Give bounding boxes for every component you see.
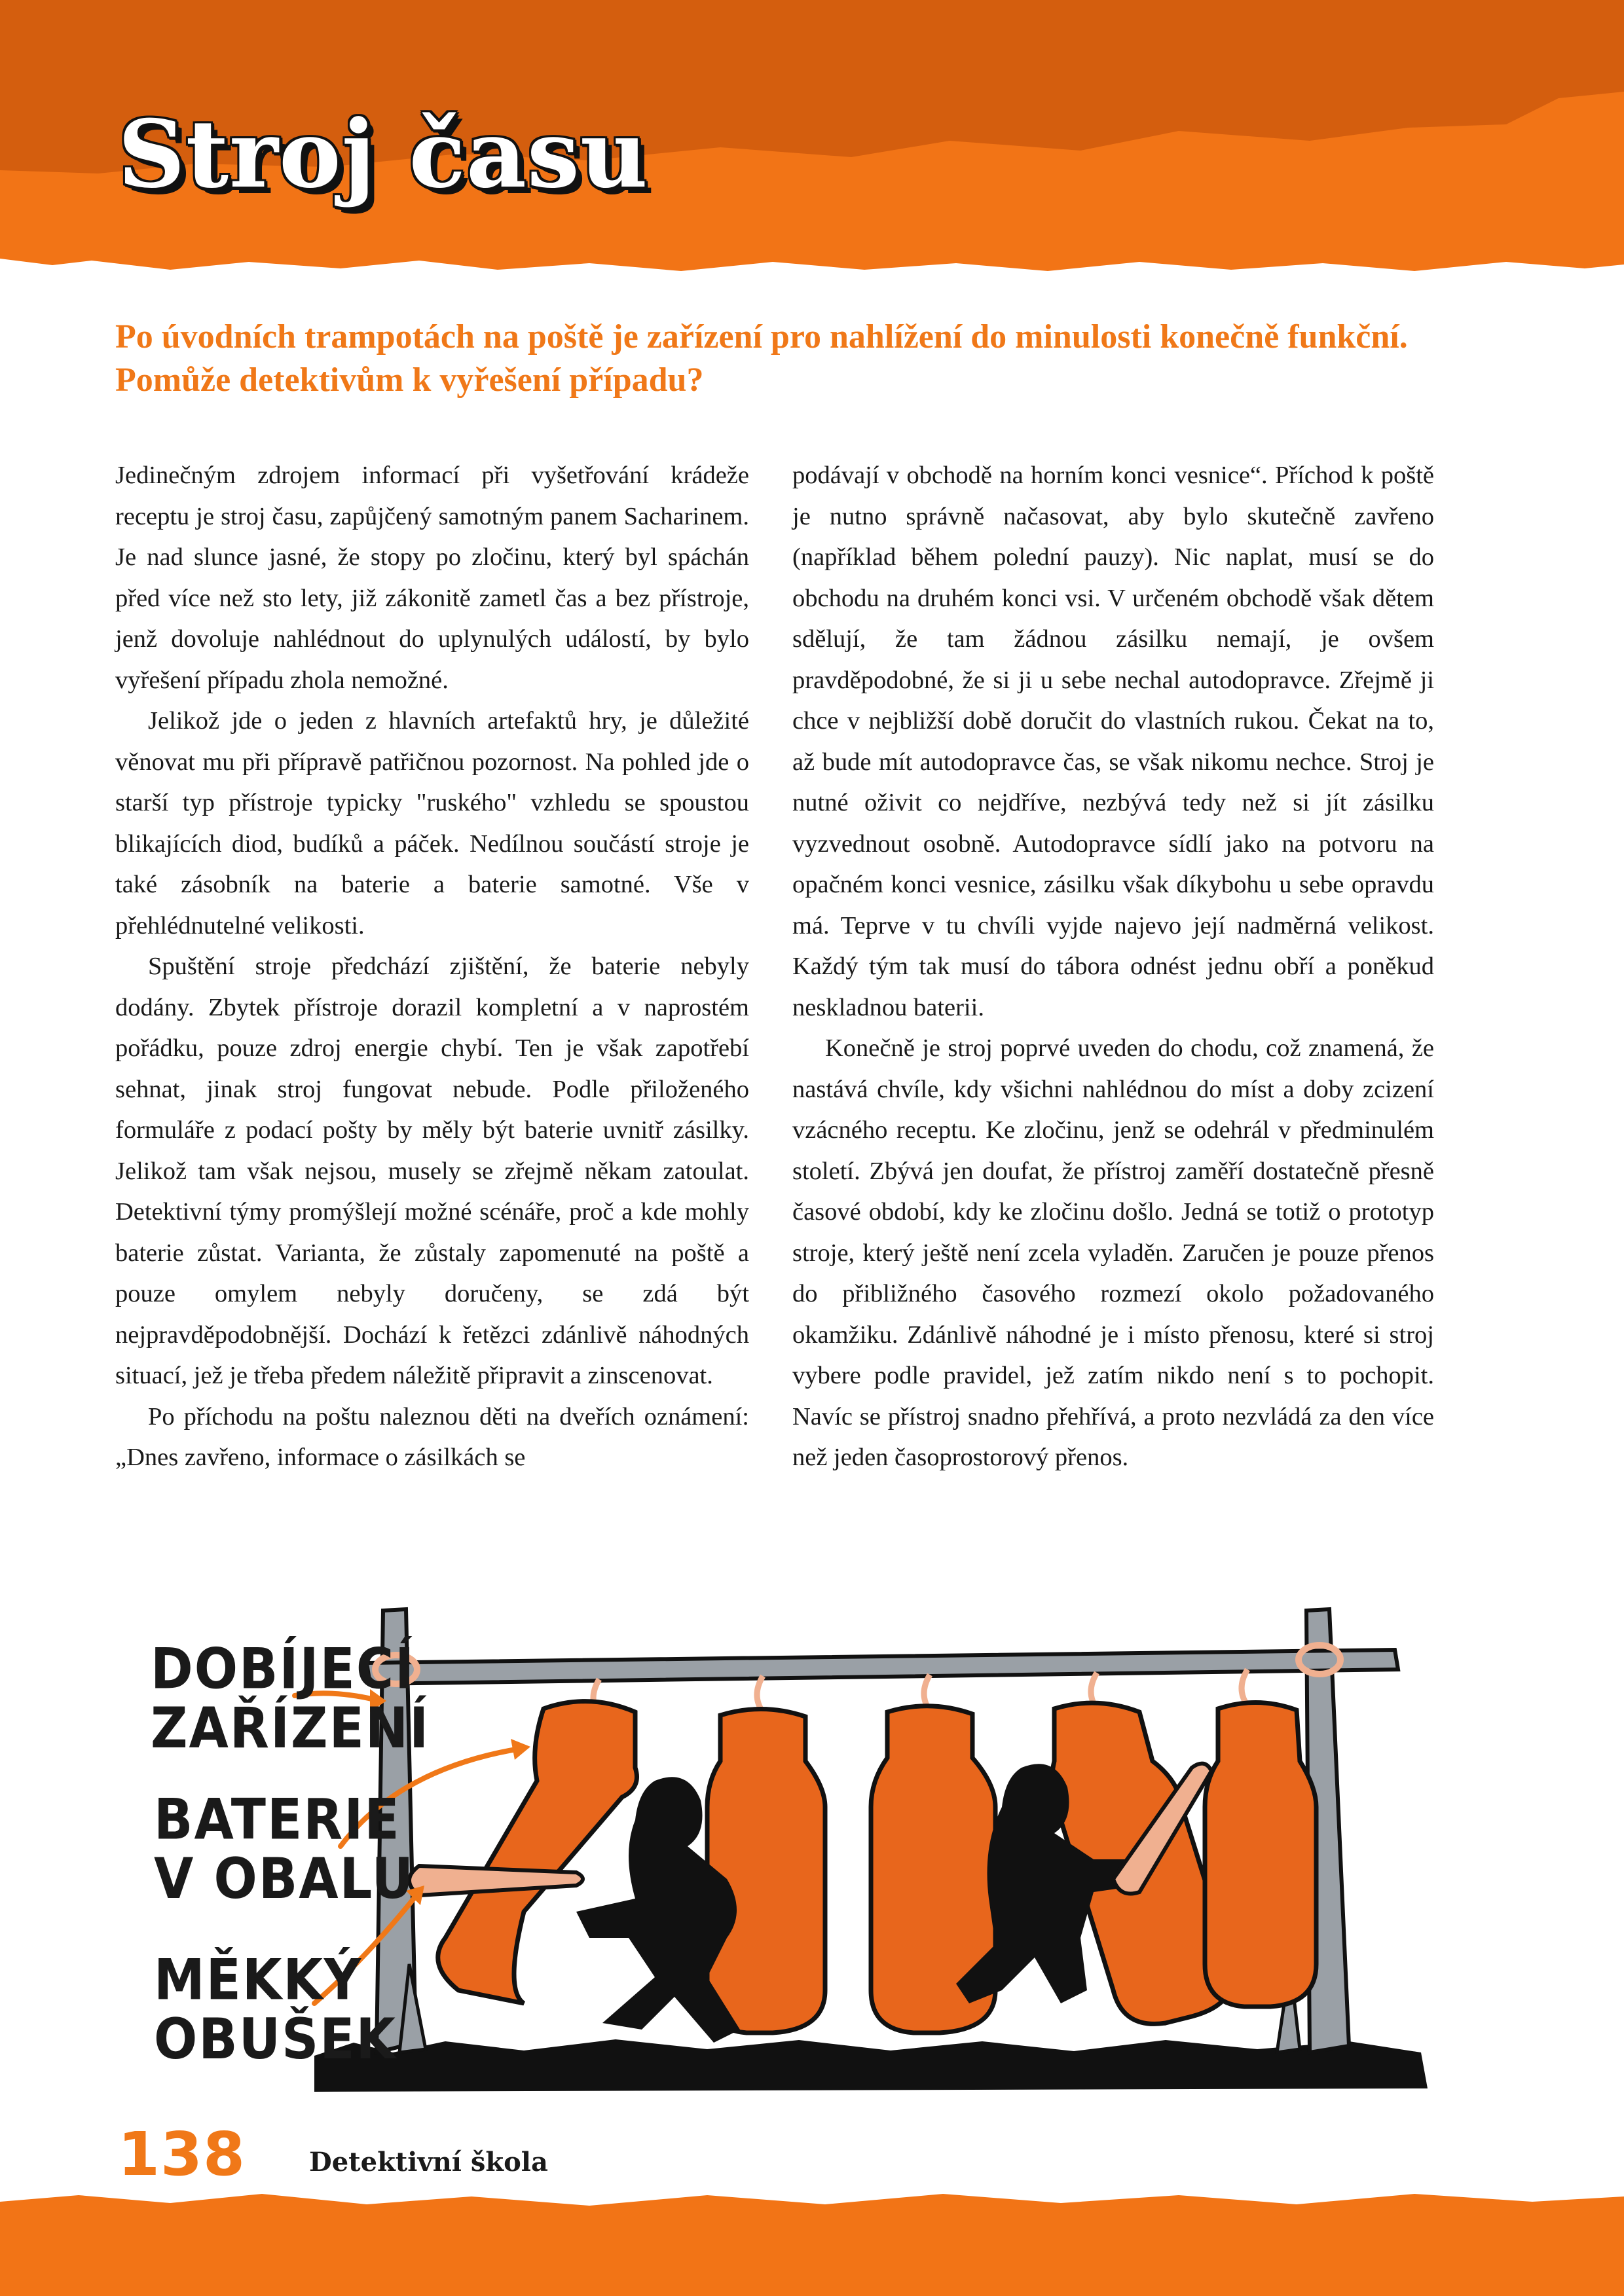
lead-paragraph: Po úvodních trampotách na poště je zařízení pro nahlížení do minulosti konečně funkční. Pomůže detektivům k vyřešení případu? bbox=[115, 318, 1408, 399]
paragraph: Po příchodu na poštu naleznou děti na dveřích oznámení: „Dnes zavřeno, informace o zásilkách se bbox=[115, 1402, 749, 1471]
paragraph: Konečně je stroj poprvé uveden do chodu, což znamená, že nastává chvíle, kdy všichni nahlédnou do míst a doby zcizení vzácného receptu. Ke zločinu, jenž se odehrál v předminulém století. Zbývá jen doufat, že přístroj zaměří dostatečně přesně časové období, kdy ke zločinu došlo. Jedná se totiž o prototyp stroje, který ještě není zcela vyladěn. Zaručen je pouze přenos do přibližného časového rozmezí okolo požadovaného okamžiku. Zdánlivě náhodné je i místo přenosu, které si stroj vybere podle pravidel, jež zatím nikdo není s to pochopit. Navíc se přístroj snadno přehřívá, a proto nezvládá za den více než jeden časoprostorový přenos. bbox=[792, 1034, 1434, 1471]
illustration-battery-charging bbox=[118, 1571, 1506, 2108]
label-soft-baton bbox=[154, 1948, 397, 2072]
body-column-left bbox=[115, 455, 749, 1478]
label-line: DOBÍJECÍ bbox=[151, 1637, 416, 1702]
paragraph: Spuštění stroje předchází zjištění, že baterie nebyly dodány. Zbytek přístroje dorazil kompletní a v naprostém pořádku, pouze zdroj energie chybí. Ten je však zapotřebí sehnat, jinak stroj fungovat nebude. Podle přiloženého formuláře z podací pošty by měly být baterie uvnitř zásilky. Jelikož tam však nejsou, musely se zřejmě někam zatoulat. Detektivní týmy promýšlejí možné scénáře, proč a kde mohly baterie zůstat. Varianta, že zůstaly zapomenuté na poště a pouze omylem nebyly doručeny, se zdá být nejpravděpodobnější. Dochází k řetězci zdánlivě náhodných situací, jež je třeba předem náležitě připravit a zinscenovat. bbox=[115, 953, 749, 1389]
label-line: OBUŠEK bbox=[154, 2007, 397, 2072]
label-line: BATERIE bbox=[154, 1787, 401, 1853]
paragraph: Jelikož jde o jeden z hlavních artefaktů hry, je důležité věnovat mu při přípravě patřičnou pozornost. Na pohled jde o starší typ přístroje typicky "ruského" vzhledu se spoustou blikajících diod, budíků a páček. Nedílnou součástí stroje je také zásobník na baterie a baterie samotné. Vše v přehlédnutelné velikosti. bbox=[115, 707, 749, 939]
label-charging-device bbox=[151, 1637, 430, 1761]
battery-5 bbox=[1205, 1702, 1316, 2007]
page-title: Stroj času bbox=[118, 100, 649, 209]
footer-band bbox=[0, 2190, 1624, 2296]
book-title: Detektivní škola bbox=[309, 2147, 548, 2178]
label-line: V OBALU bbox=[154, 1846, 415, 1912]
label-line: ZAŘÍZENÍ bbox=[151, 1696, 430, 1761]
battery-2 bbox=[707, 1709, 825, 2033]
paragraph: Jedinečným zdrojem informací při vyšetřování krádeže receptu je stroj času, zapůjčený samotným panem Sacharinem. Je nad slunce jasné, že stopy po zločinu, který byl spáchán před více než sto lety, již zákonitě zametl čas a bez přístroje, jenž dovoluje nahlédnout do uplynulých událostí, by bylo vyřešení případu zhola nemožné. bbox=[115, 462, 749, 694]
label-battery-in-case bbox=[154, 1787, 415, 1912]
soft-baton-left bbox=[409, 1866, 583, 1895]
body-column-right bbox=[792, 455, 1434, 1478]
ground-shape bbox=[314, 2039, 1428, 2092]
label-line: MĚKKÝ bbox=[154, 1948, 363, 2013]
paragraph: podávají v obchodě na horním konci vesnice“. Příchod k poště je nutno správně načasovat, aby bylo skutečně zavřeno (například během polední pauzy). Nic naplat, musí se do obchodu na druhém konci vsi. V určeném obchodě však dětem sdělují, že tam žádnou zásilku nemají, je ovšem pravděpodobné, že si ji u sebe nechal autodopravce. Zřejmě ji chce v nejbližší době doručit do vlastních rukou. Čekat na to, až bude mít autodopravce čas, se však nikomu nechce. Stroj je nutné oživit co nejdříve, nezbývá tedy než si jít zásilku vyzvednout osobně. Autodopravce sídlí jako na potvoru na opačném konci vesnice, zásilku však díkybohu u sebe opravdu má. Teprve v tu chvíli vyjde najevo její nadměrná velikost. Každý tým tak musí do tábora odnést jednu obří a poněkud neskladnou baterii. bbox=[792, 462, 1434, 1021]
header-band bbox=[0, 0, 1624, 288]
battery-1 bbox=[438, 1702, 637, 2003]
page-number: 138 bbox=[118, 2119, 246, 2189]
